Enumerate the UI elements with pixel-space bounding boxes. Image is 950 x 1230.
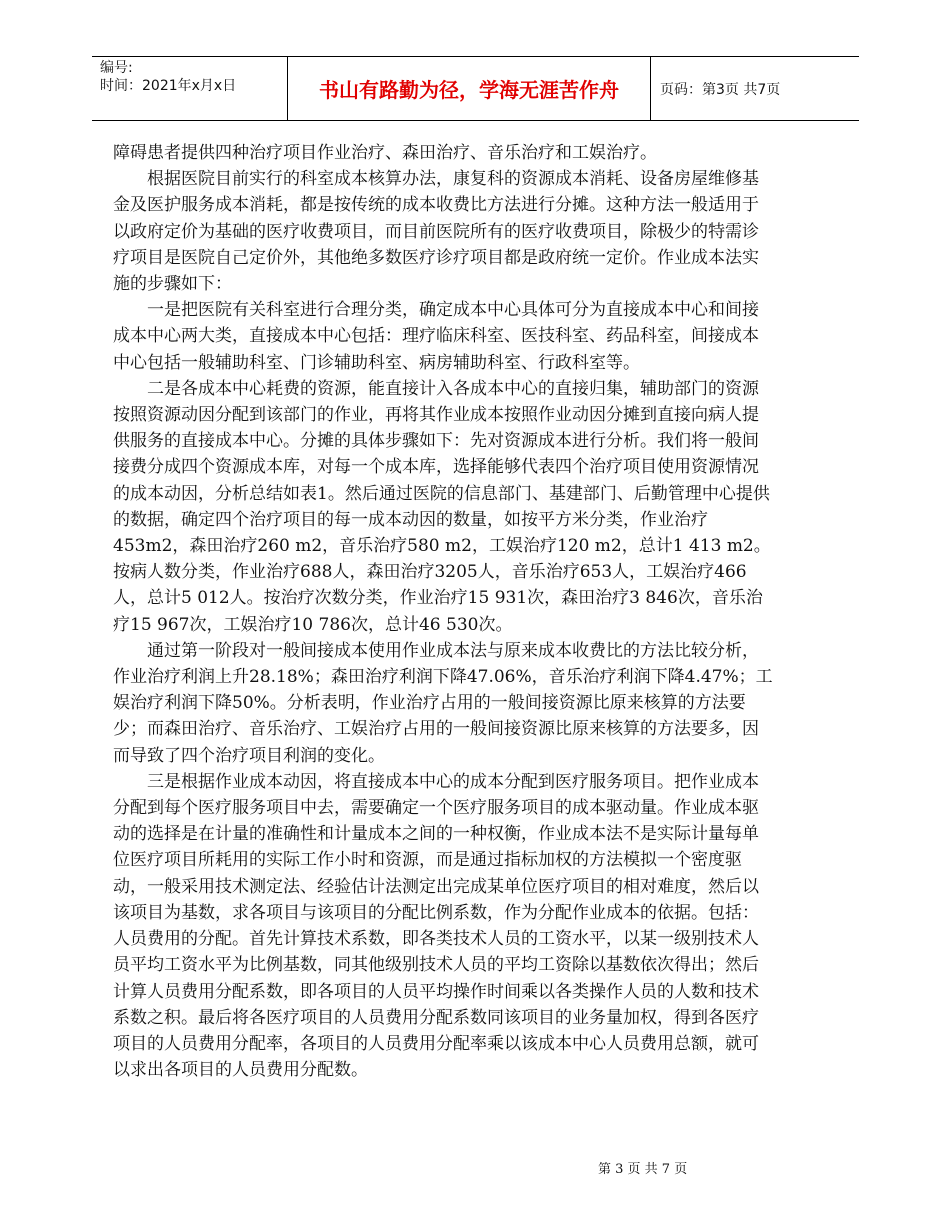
page-header [92,56,859,121]
paragraph-analysis: 通过第一阶段对一般间接成本使用作业成本法与原来成本收费比的方法比较分析，作业治疗利润上升28.18%；森田治疗利润下降47.06%，音乐治疗利润下降4.47%；工娱治疗利润下降50%。分析表明，作业治疗占用的一般间接资源比原来核算的方法要少；而森田治疗、音乐治疗、工娱治疗占用的一般间接资源比原来核算的方法要多，因而导致了四个治疗项目利润的变化。 [113,640,773,766]
document-time: 时间：2021年x月x日 [100,78,237,94]
paragraph-cost-accounting: 根据医院目前实行的科室成本核算办法，康复科的资源成本消耗、设备房屋维修基金及医护服务成本消耗，都是按传统的成本收费比方法进行分摊。这种方法一般适用于以政府定价为基础的医疗收费项目，而目前医院所有的医疗收费项目，除极少的特需诊疗项目是医院自己定价外，其他绝多数医疗诊疗项目都是政府统一定价。作业成本法实施的步骤如下： [113,169,759,295]
paragraph-step-two: 二是各成本中心耗费的资源，能直接计入各成本中心的直接归集，辅助部门的资源按照资源动因分配到该部门的作业，再将其作业成本按照作业动因分摊到直接向病人提供服务的直接成本中心。分摊的具体步骤如下：先对资源成本进行分析。我们将一般间接费分成四个资源成本库，对每一个成本库，选择能够代表四个治疗项目使用资源情况的成本动因，分析总结如表1。然后通过医院的信息部门、基建部门、后勤管理中心提供的数据，确定四个治疗项目的每一成本动因的数量，如按平方米分类，作业治疗453m2，森田治疗260 m2，音乐治疗580 m2，工娱治疗120 m2，总计1 413 m2。按病人数分类，作业治疗688人，森田治疗3205人，音乐治疗653人，工娱治疗466人，总计5 012人。按治疗次数分类，作业治疗15 931次，森田治疗3 846次，音乐治疗15 967次，工娱治疗10 786次，总计46 530次。 [113,378,771,635]
header-motto: 书山有路勤为径，学海无涯苦作舟 [287,57,651,120]
header-page-info: 页码：第3页 共7页 [660,81,781,98]
paragraph-continuation: 障碍患者提供四种治疗项目作业治疗、森田治疗、音乐治疗和工娱治疗。 [113,143,657,163]
document-body [113,140,773,1083]
document-number-label: 编号: [100,60,133,76]
paragraph-step-three: 三是根据作业成本动因，将直接成本中心的成本分配到医疗服务项目。把作业成本分配到每个医疗服务项目中去，需要确定一个医疗服务项目的成本驱动量。作业成本驱动的选择是在计量的准确性和计量成本之间的一种权衡，作业成本法不是实际计量每单位医疗项目所耗用的实际工作小时和资源，而是通过指标加权的方法模拟一个密度驱动，一般采用技术测定法、经验估计法测定出完成某单位医疗项目的相对难度，然后以该项目为基数，求各项目与该项目的分配比例系数，作为分配作业成本的依据。包括：人员费用的分配。首先计算技术系数，即各类技术人员的工资水平，以某一级别技术人员平均工资水平为比例基数，同其他级别技术人员的平均工资除以基数依次得出；然后计算人员费用分配系数，即各项目的人员平均操作时间乘以各类操作人员的人数和技术系数之积。最后将各医疗项目的人员费用分配系数同该项目的业务量加权，得到各医疗项目的人员费用分配率，各项目的人员费用分配率乘以该成本中心人员费用总额，就可以求出各项目的人员费用分配数。 [113,771,759,1081]
page-footer: 第 3 页 共 7 页 [598,1162,688,1177]
paragraph-step-one: 一是把医院有关科室进行合理分类，确定成本中心具体可分为直接成本中心和间接成本中心两大类，直接成本中心包括：理疗临床科室、医技科室、药品科室，间接成本中心包括一般辅助科室、门诊辅助科室、病房辅助科室、行政科室等。 [113,300,759,373]
header-meta [100,59,236,95]
